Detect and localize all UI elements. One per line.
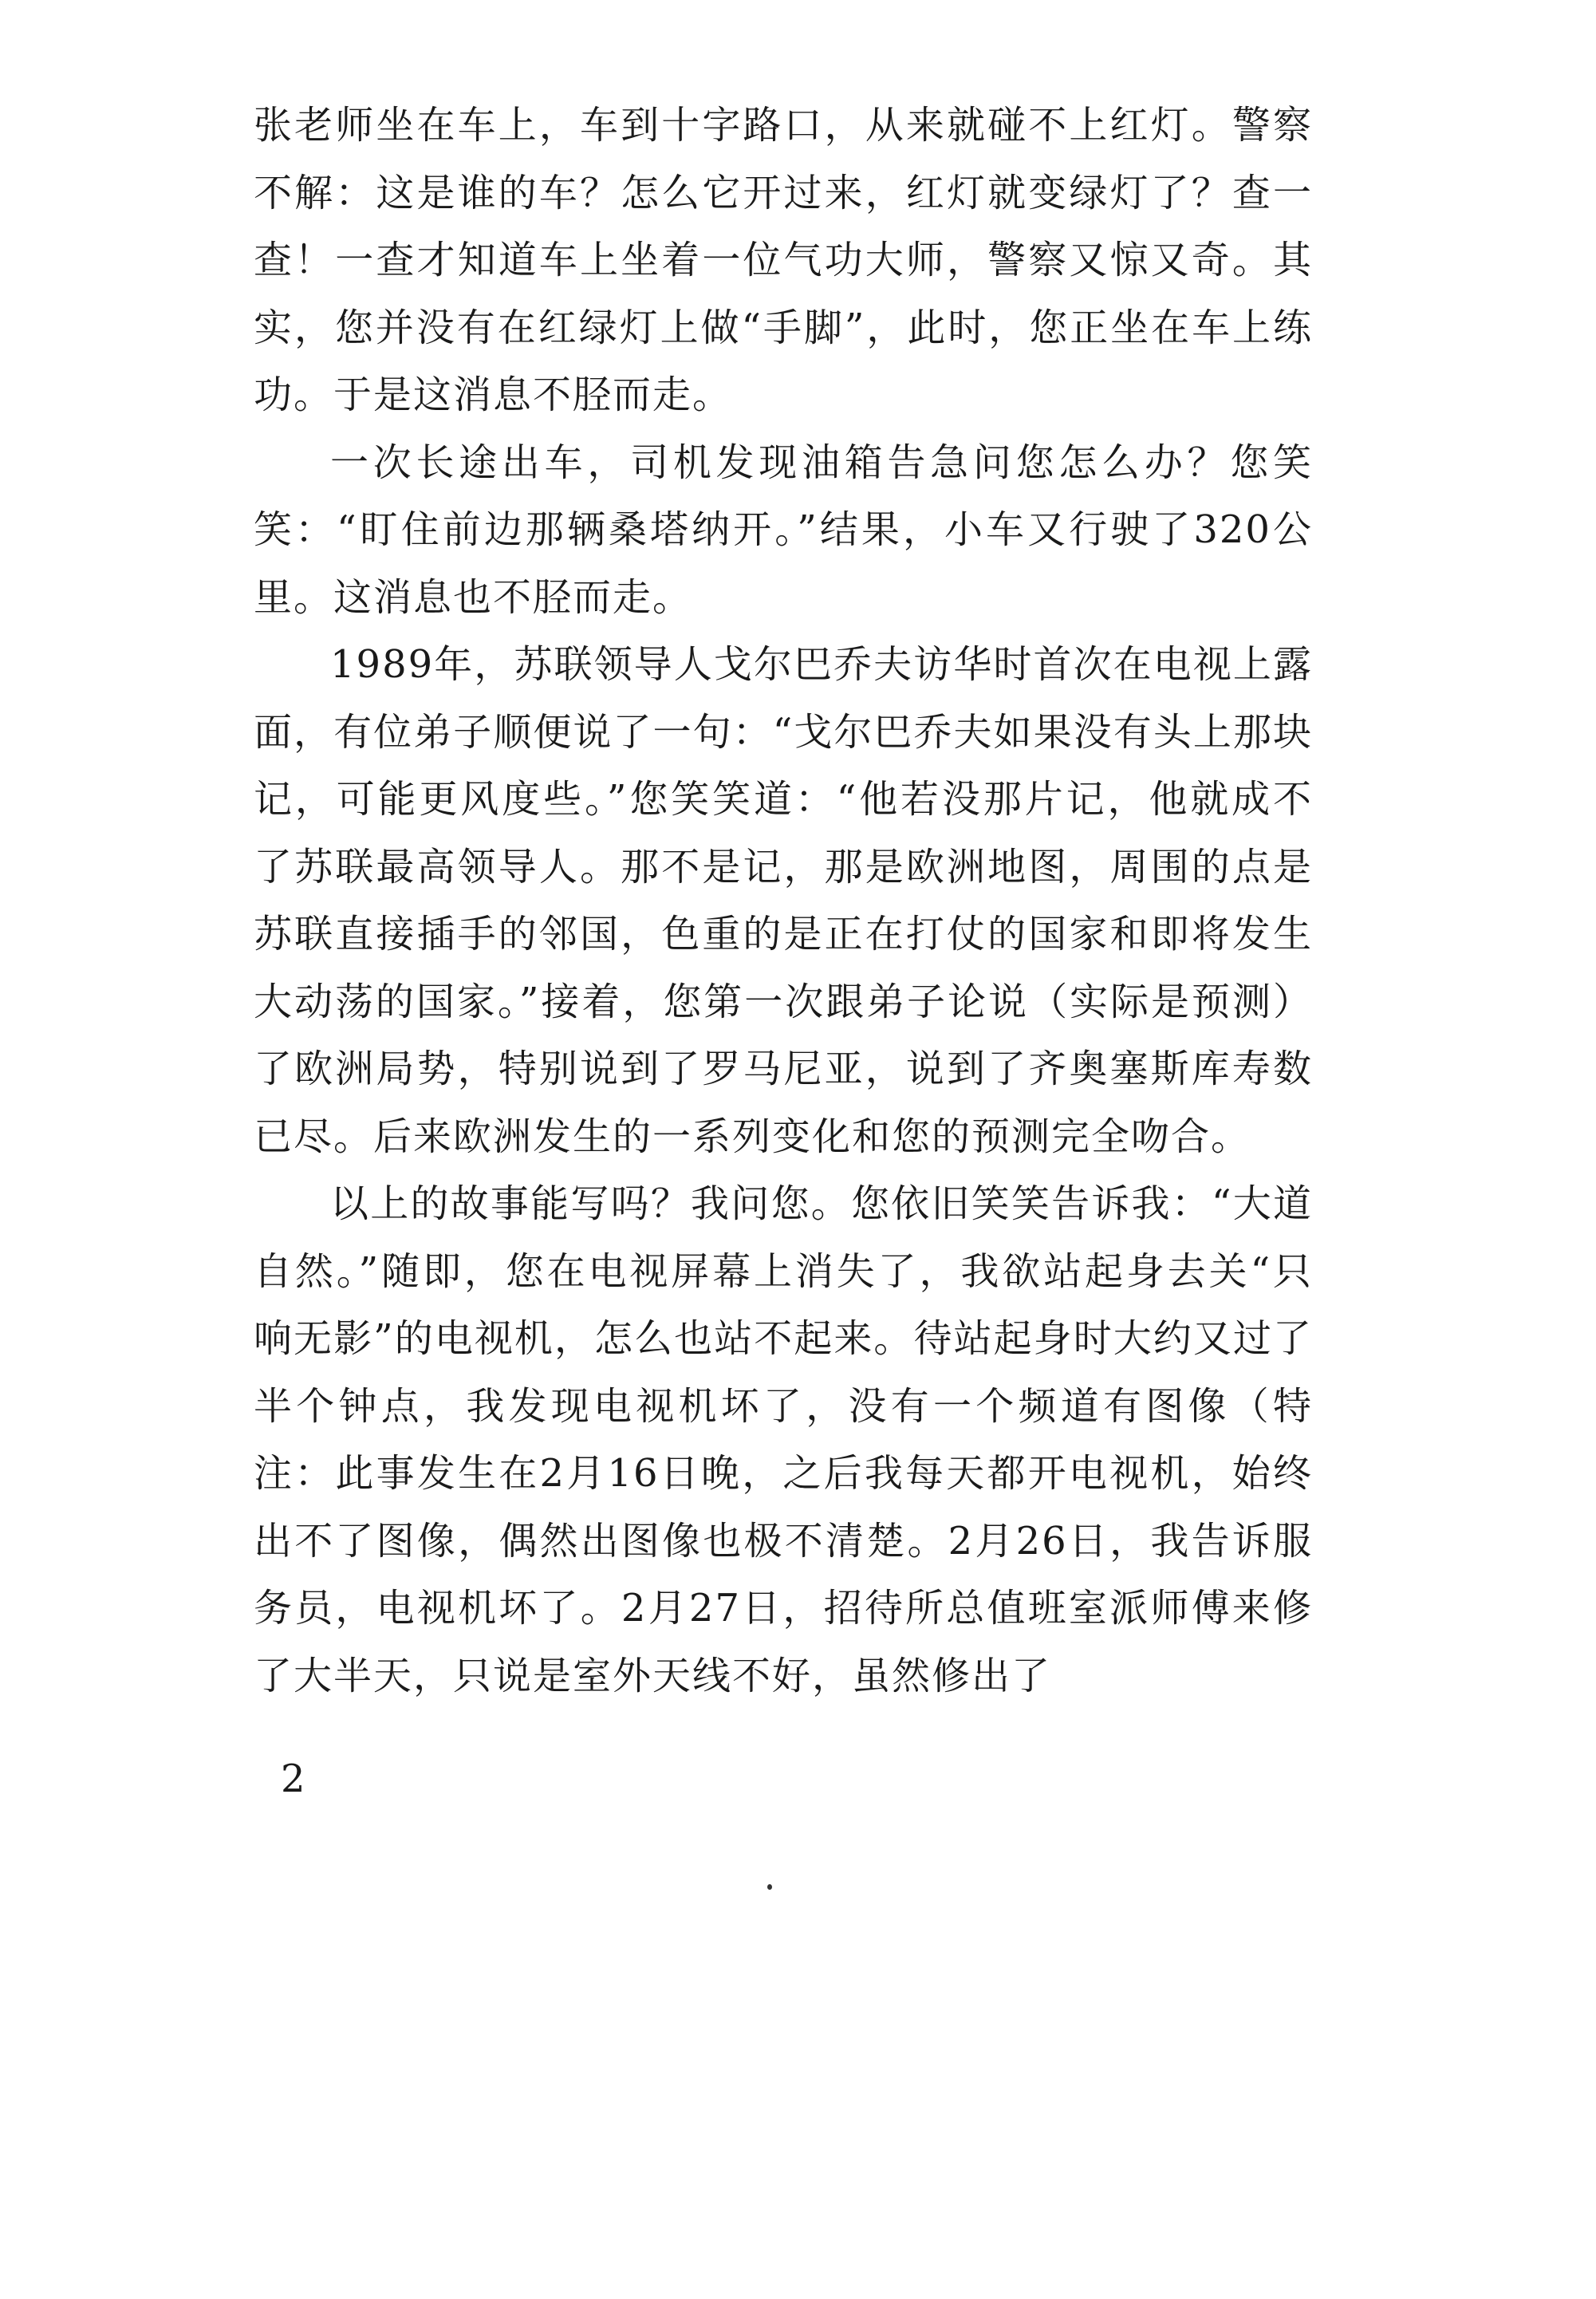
page-number: 2 bbox=[281, 1757, 305, 1801]
paragraph-4: 以上的故事能写吗？我问您。您依旧笑笑告诉我：“大道自然。”随即，您在电视屏幕上消失了，我欲站起身去关“只响无影”的电视机，怎么也站不起来。待站起身时大约又过了半个钟点，我发现电视机坏了，没有一个频道有图像（特注：此事发生在2月16日晚，之后我每天都开电视机，始终出不了图像，偶然出图像也极不清楚。2月26日，我告诉服务员，电视机坏了。2月27日，招待所总值班室派师傅来修了大半天，只说是室外天线不好，虽然修出了 bbox=[254, 1181, 1313, 1698]
paragraph-3: 1989年，苏联领导人戈尔巴乔夫访华时首次在电视上露面，有位弟子顺便说了一句：“戈尔巴乔夫如果没有头上那块记，可能更风度些。”您笑笑道：“他若没那片记，他就成不了苏联最高领导人。那不是记，那是欧洲地图，周围的点是苏联直接插手的邻国，色重的是正在打仗的国家和即将发生大动荡的国家。”接着，您第一次跟弟子论说（实际是预测）了欧洲局势，特别说到了罗马尼亚，说到了齐奥塞斯库寿数已尽。后来欧洲发生的一系列变化和您的预测完全吻合。 bbox=[254, 642, 1313, 1159]
scan-speck bbox=[767, 1884, 772, 1890]
paragraph-2: 一次长途出车，司机发现油箱告急问您怎么办？您笑笑：“盯住前边那辆桑塔纳开。”结果，小车又行驶了320公里。这消息也不胫而走。 bbox=[254, 440, 1313, 620]
body-text bbox=[254, 92, 1313, 1709]
paragraph-1: 张老师坐在车上，车到十字路口，从来就碰不上红灯。警察不解：这是谁的车？怎么它开过来，红灯就变绿灯了？查一查！一查才知道车上坐着一位气功大师，警察又惊又奇。其实，您并没有在红绿灯上做“手脚”，此时，您正坐在车上练功。于是这消息不胫而走。 bbox=[254, 103, 1313, 417]
